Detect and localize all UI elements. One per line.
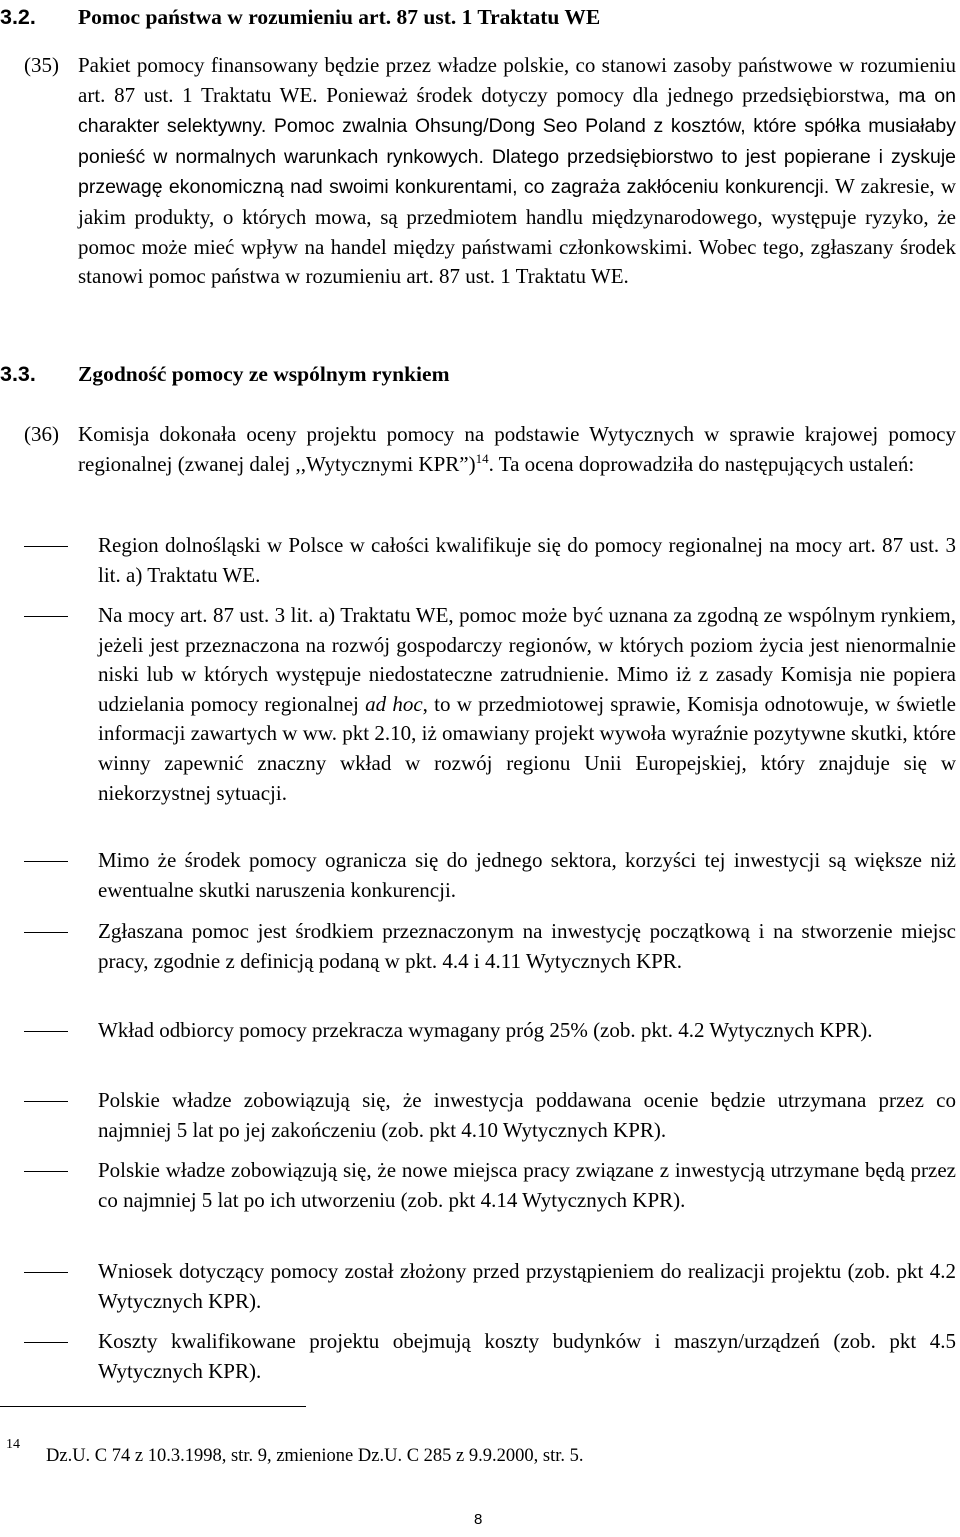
dash-bullet [24, 932, 68, 933]
page-number: 8 [474, 1511, 483, 1528]
dash-bullet [24, 1101, 68, 1102]
text-run: Komisja dokonała oceny projektu pomocy na podstawie Wytycznych w sprawie krajowej pomocy regionalnej (zwanej dalej ,,Wytycznymi KPR”) [78, 422, 956, 476]
dash-bullet [24, 1342, 68, 1343]
list-item [98, 1156, 956, 1215]
list-item [98, 1016, 956, 1046]
list-item [98, 1257, 956, 1316]
list-item [98, 601, 956, 808]
text-run: Zgłaszana pomoc jest środkiem przeznaczonym na inwestycję początkową i na stworzenie miejsc pracy, zgodnie z definicją podaną w pkt. 4.4 i 4.11 Wytycznych KPR. [98, 919, 956, 973]
footnote-reference[interactable]: 14 [475, 450, 489, 466]
dash-bullet [24, 616, 68, 617]
section-heading-3-3 [0, 359, 449, 389]
paragraph-number: (36) [24, 422, 59, 446]
text-run: Koszty kwalifikowane projektu obejmują koszty budynków i maszyn/urządzeń (zob. pkt 4.5 Wytycznych KPR). [98, 1329, 956, 1383]
text-run: Mimo że środek pomocy ogranicza się do jednego sektora, korzyści tej inwestycji są większe niż ewentualne skutki naruszenia konkurencji. [98, 848, 956, 902]
footnote-text: Dz.U. C 74 z 10.3.1998, str. 9, zmienione Dz.U. C 285 z 9.9.2000, str. 5. [46, 1446, 584, 1466]
paragraph-number: (35) [24, 53, 59, 77]
footnote-separator [0, 1406, 306, 1407]
text-run: Polskie władze zobowiązują się, że nowe miejsca pracy związane z inwestycją utrzymane będą przez co najmniej 5 lat po ich utworzeniu (zob. pkt 4.14 Wytycznych KPR). [98, 1158, 956, 1212]
section-heading-3-2 [0, 2, 600, 32]
section-title: Pomoc państwa w rozumieniu art. 87 ust. 1 Traktatu WE [78, 5, 601, 29]
text-run: Wkład odbiorcy pomocy przekracza wymagany próg 25% (zob. pkt. 4.2 Wytycznych KPR). [98, 1018, 873, 1042]
text-run: Na mocy art. 87 ust. 3 lit. a) Traktatu WE, pomoc może być uznana za zgodną ze wspólnym rynkiem, jeżeli jest przeznaczona na rozwój gospodarczy regionów, w których poziom życia jest nienormalnie niski lub w których występuje niedostateczne zatrudnienie. Mimo iż z zasady Komisja nie popiera udzielania pomocy regionalnej [98, 603, 956, 716]
text-run: W zakresie, w jakim produkty, o których mowa, są przedmiotem handlu międzynarodowego, występuje ryzyko, że pomoc może mieć wpływ na handel między państwami członkowskimi. Wobec tego, zgłaszany środek stanowi pomoc państwa w rozumieniu art. 87 ust. 1 Traktatu WE. [78, 174, 956, 289]
dash-bullet [24, 546, 68, 547]
dash-bullet [24, 861, 68, 862]
section-number: 3.2. [0, 5, 36, 29]
dash-bullet [24, 1171, 68, 1172]
list-item [98, 1086, 956, 1145]
list-item [98, 531, 956, 590]
dash-bullet [24, 1031, 68, 1032]
list-item [98, 846, 956, 905]
footnote-number: 14 [6, 1437, 20, 1452]
dash-bullet [24, 1272, 68, 1273]
text-run: , to w przedmiotowej sprawie, Komisja odnotowuje, w świetle informacji zawartych w ww. pkt 2.10, iż omawiany projekt wywoła wyraźnie pozytywne skutki, które winny zapewnić znaczny wkład w rozwój regionu Unii Europejskiej, który znajduje się w niekorzystnej sytuacji. [98, 691, 957, 805]
text-run: . Ta ocena doprowadziła do następujących ustaleń: [488, 451, 915, 476]
paragraph-36 [78, 420, 956, 479]
text-run: Wniosek dotyczący pomocy został złożony przed przystąpieniem do realizacji projektu (zob. pkt 4.2 Wytycznych KPR). [98, 1259, 956, 1313]
list-item [98, 917, 956, 976]
text-run: Pakiet pomocy finansowany będzie przez władze polskie, co stanowi zasoby państwowe w rozumieniu art. 87 ust. 1 Traktatu WE. Ponieważ środek dotyczy pomocy dla jednego przedsiębiorstwa, [78, 53, 956, 107]
text-run: ma on charakter selektywny. Pomoc zwalnia Ohsung/Dong Seo Poland z kosztów, które spółka musiałaby ponieść w normalnych warunkach rynkowych. Dlatego przedsiębiorstwo to jest popierane i zyskuje przewagę ekonomiczną nad swoimi konkurentami, co zagraża zakłóceniu konkurencji. [78, 84, 956, 199]
section-title: Zgodność pomocy ze wspólnym rynkiem [78, 362, 450, 386]
text-run-italic: ad hoc [365, 691, 423, 716]
section-number: 3.3. [0, 362, 36, 386]
list-item [98, 1327, 956, 1386]
text-run: Region dolnośląski w Polsce w całości kwalifikuje się do pomocy regionalnej na mocy art. 87 ust. 3 lit. a) Traktatu WE. [98, 533, 956, 587]
paragraph-35 [78, 51, 956, 292]
text-run: Polskie władze zobowiązują się, że inwestycja poddawana ocenie będzie utrzymana przez co najmniej 5 lat po jej zakończeniu (zob. pkt 4.10 Wytycznych KPR). [98, 1088, 956, 1142]
